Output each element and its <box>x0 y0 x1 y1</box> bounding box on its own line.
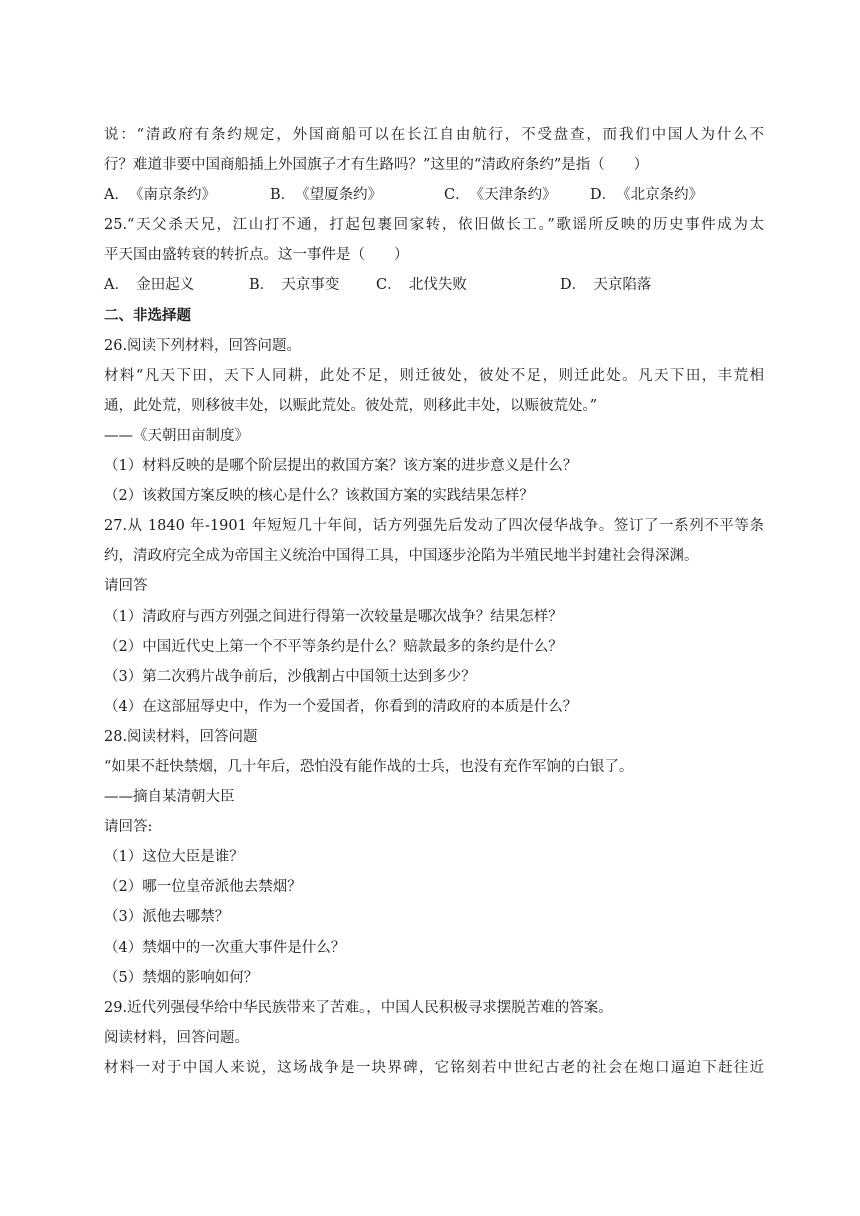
q24-option-a: A． 《南京条约》 <box>104 187 216 204</box>
q27-subquestion-4: （4）在这部屈辱史中，作为一个爱国者，你看到的清政府的本质是什么？ <box>104 698 578 715</box>
q27-subquestion-3: （3）第二次鸦片战争前后，沙俄割占中国领土达到多少？ <box>104 668 476 685</box>
q25-option-d: D． 天京陷落 <box>560 277 652 294</box>
q28-subquestion-5: （5）禁烟的影响如何？ <box>104 969 259 986</box>
q28-quote: “如果不赶快禁烟，几十年后，恐怕没有能作战的士兵，也没有充作军饷的白银了。 <box>104 758 634 775</box>
q26-subquestion-1: （1）材料反映的是哪个阶层提出的救国方案？该方案的进步意义是什么？ <box>104 458 578 475</box>
q28-subquestion-2: （2）哪一位皇帝派他去禁烟？ <box>104 879 302 896</box>
q25-option-a: A． 金田起义 <box>104 277 195 294</box>
q25-options <box>104 270 764 300</box>
q27-stem-line-1: 27.从 1840 年-1901 年短短几十年间，话方列强先后发动了四次侵华战争。签订了一系列不平等条 <box>104 518 764 535</box>
q29-title: 29.近代列强侵华给中华民族带来了苦难。，中国人民积极寻求摆脱苦难的答案。 <box>104 999 613 1016</box>
q24-stem-line-1: 说：“清政府有条约规定，外国商船可以在长江自由航行，不受盘查，而我们中国人为什么不 <box>104 127 764 143</box>
q25-option-b: B． 天京事变 <box>249 277 340 294</box>
q29-prompt: 阅读材料，回答问题。 <box>104 1029 249 1046</box>
q24-option-c: C． 《天津条约》 <box>444 187 557 204</box>
q26-source: ——《天朝田亩制度》 <box>104 427 249 444</box>
q26-material-line-1: 材料“凡天下田，天下人同耕，此处不足，则迁彼处，彼处不足，则迁此处。凡天下田，丰荒相 <box>104 367 764 384</box>
q24-stem-line-2: 行？难道非要中国商船插上外国旗子才有生路吗？”这里的“清政府条约”是指（ ） <box>104 157 649 174</box>
q27-stem-line-2: 约，清政府完全成为帝国主义统治中国得工具，中国逐步沦陷为半殖民地半封建社会得深渊。 <box>104 548 699 565</box>
q28-subquestion-1: （1）这位大臣是谁？ <box>104 849 244 866</box>
exam-page <box>104 120 764 1083</box>
q28-subquestion-4: （4）禁烟中的一次重大事件是什么？ <box>104 939 346 956</box>
q27-prompt: 请回答 <box>104 578 148 595</box>
q24-option-b: B． 《望厦条约》 <box>270 187 383 204</box>
q25-stem-line-2: 平天国由盛转衰的转折点。这一事件是（ ） <box>104 247 409 264</box>
q25-stem-line-1: 25.“天父杀天兄，江山打不通，打起包裹回家转，依旧做长工。”歌谣所反映的历史事件成为太 <box>104 217 764 234</box>
q24-options <box>104 180 764 210</box>
q26-subquestion-2: （2）该救国方案反映的核心是什么？该救国方案的实践结果怎样？ <box>104 488 534 505</box>
q26-material-line-2: 通，此处荒，则移彼丰处，以赈此荒处。彼处荒，则移此丰处，以赈彼荒处。” <box>104 397 598 414</box>
q24-option-d: D． 《北京条约》 <box>590 187 704 204</box>
q26-title: 26.阅读下列材料，回答问题。 <box>104 337 302 354</box>
q28-source: ——摘自某清朝大臣 <box>104 789 235 806</box>
q28-title: 28.阅读材料，回答问题 <box>104 728 258 745</box>
section-heading-non-choice: 二、非选择题 <box>104 307 191 324</box>
q25-option-c: C． 北伐失败 <box>376 277 467 294</box>
q29-material-line-1: 材料一对于中国人来说，这场战争是一块界碑，它铭刻若中世纪古老的社会在炮口逼迫下赶往近 <box>104 1059 764 1076</box>
q28-prompt: 请回答: <box>104 819 153 836</box>
q27-subquestion-2: （2）中国近代史上第一个不平等条约是什么？赔款最多的条约是什么？ <box>104 638 563 655</box>
q27-subquestion-1: （1）清政府与西方列强之间进行得第一次较量是哪次战争？结果怎样？ <box>104 608 563 625</box>
q28-subquestion-3: （3）派他去哪禁？ <box>104 909 230 926</box>
